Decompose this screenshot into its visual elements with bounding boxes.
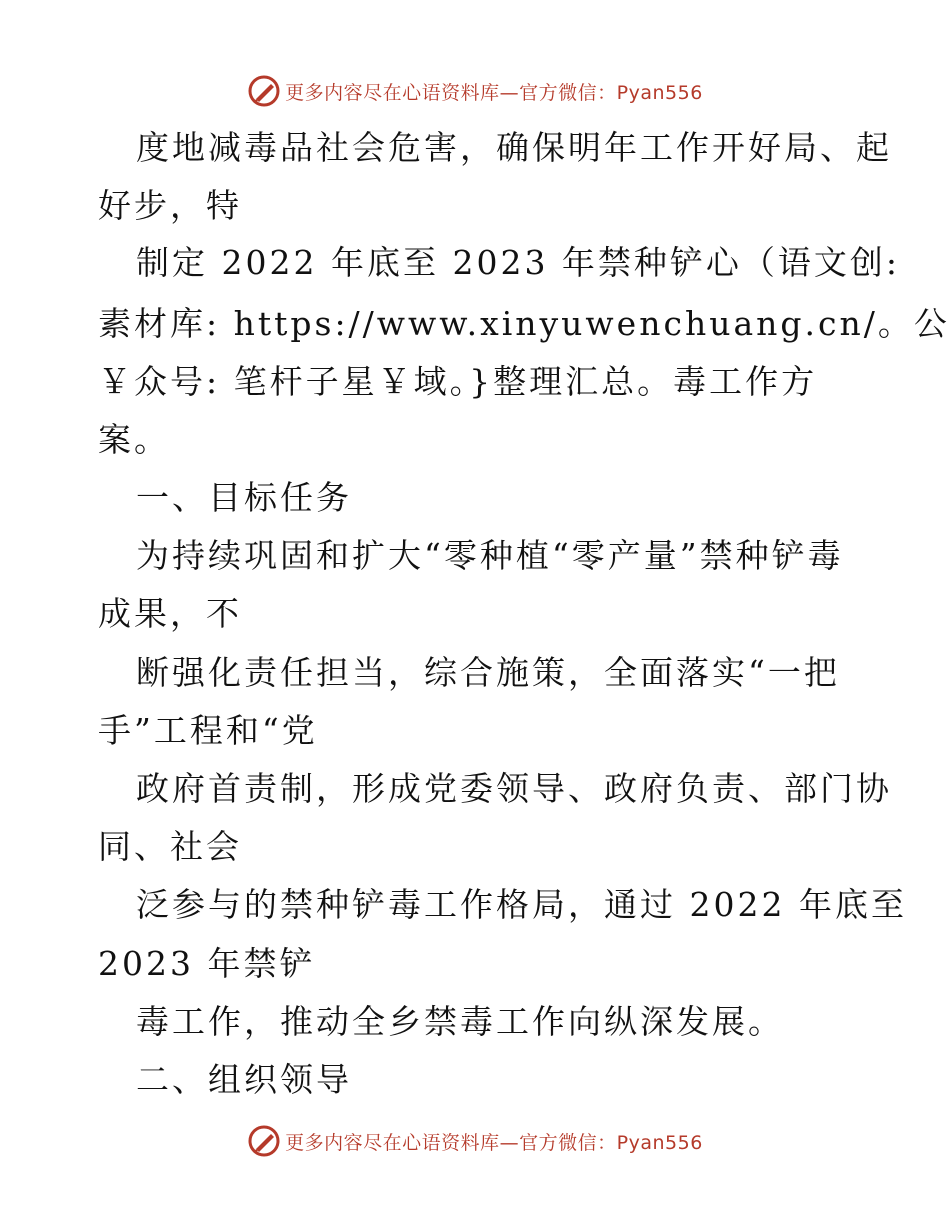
paragraph-line: 泛参与的禁种铲毒工作格局，通过 2022 年底至 — [136, 885, 907, 924]
banner-dash: — — [499, 81, 520, 104]
header-watermark — [0, 71, 950, 111]
banner-contact: 官方微信：Pyan556 — [519, 81, 703, 104]
pen-logo-icon — [247, 1124, 281, 1158]
paragraph-line: 手”工程和“党 — [98, 711, 318, 750]
banner-title: 更多内容尽在心语资料库 — [285, 1131, 500, 1154]
paragraph-line: 制定 2022 年底至 2023 年禁种铲心（语文创: — [136, 243, 901, 282]
paragraph-line: 为持续巩固和扩大“零种植“零产量”禁种铲毒 — [136, 536, 844, 575]
paragraph-line: 毒工作，推动全乡禁毒工作向纵深发展。 — [136, 1002, 784, 1041]
paragraph-line: 政府首责制，形成党委领导、政府负责、部门协 — [136, 769, 892, 808]
paragraph-line: 断强化责任担当，综合施策，全面落实“一把 — [136, 653, 840, 692]
paragraph-line: 素材库: https://www.xinyuwenchuang.cn/。公 — [98, 304, 950, 343]
paragraph-line: 2023 年禁铲 — [98, 944, 316, 983]
footer-watermark — [0, 1121, 950, 1161]
banner-contact: 官方微信：Pyan556 — [519, 1131, 703, 1154]
paragraph-line: 案。 — [98, 420, 170, 459]
paragraph-line: ￥众号: 笔杆子星￥域。}整理汇总。毒工作方 — [98, 362, 818, 401]
paragraph-line: 成果，不 — [98, 594, 242, 633]
paragraph-line: 同、社会 — [98, 827, 242, 866]
pen-logo-icon — [247, 74, 281, 108]
paragraph-line: 度地减毒品社会危害，确保明年工作开好局、起 — [136, 128, 892, 167]
banner-title: 更多内容尽在心语资料库 — [285, 81, 500, 104]
paragraph-line: 好步，特 — [98, 186, 242, 225]
banner-dash: — — [499, 1131, 520, 1154]
section-heading: 一、目标任务 — [136, 478, 352, 517]
section-heading: 二、组织领导 — [136, 1060, 352, 1099]
